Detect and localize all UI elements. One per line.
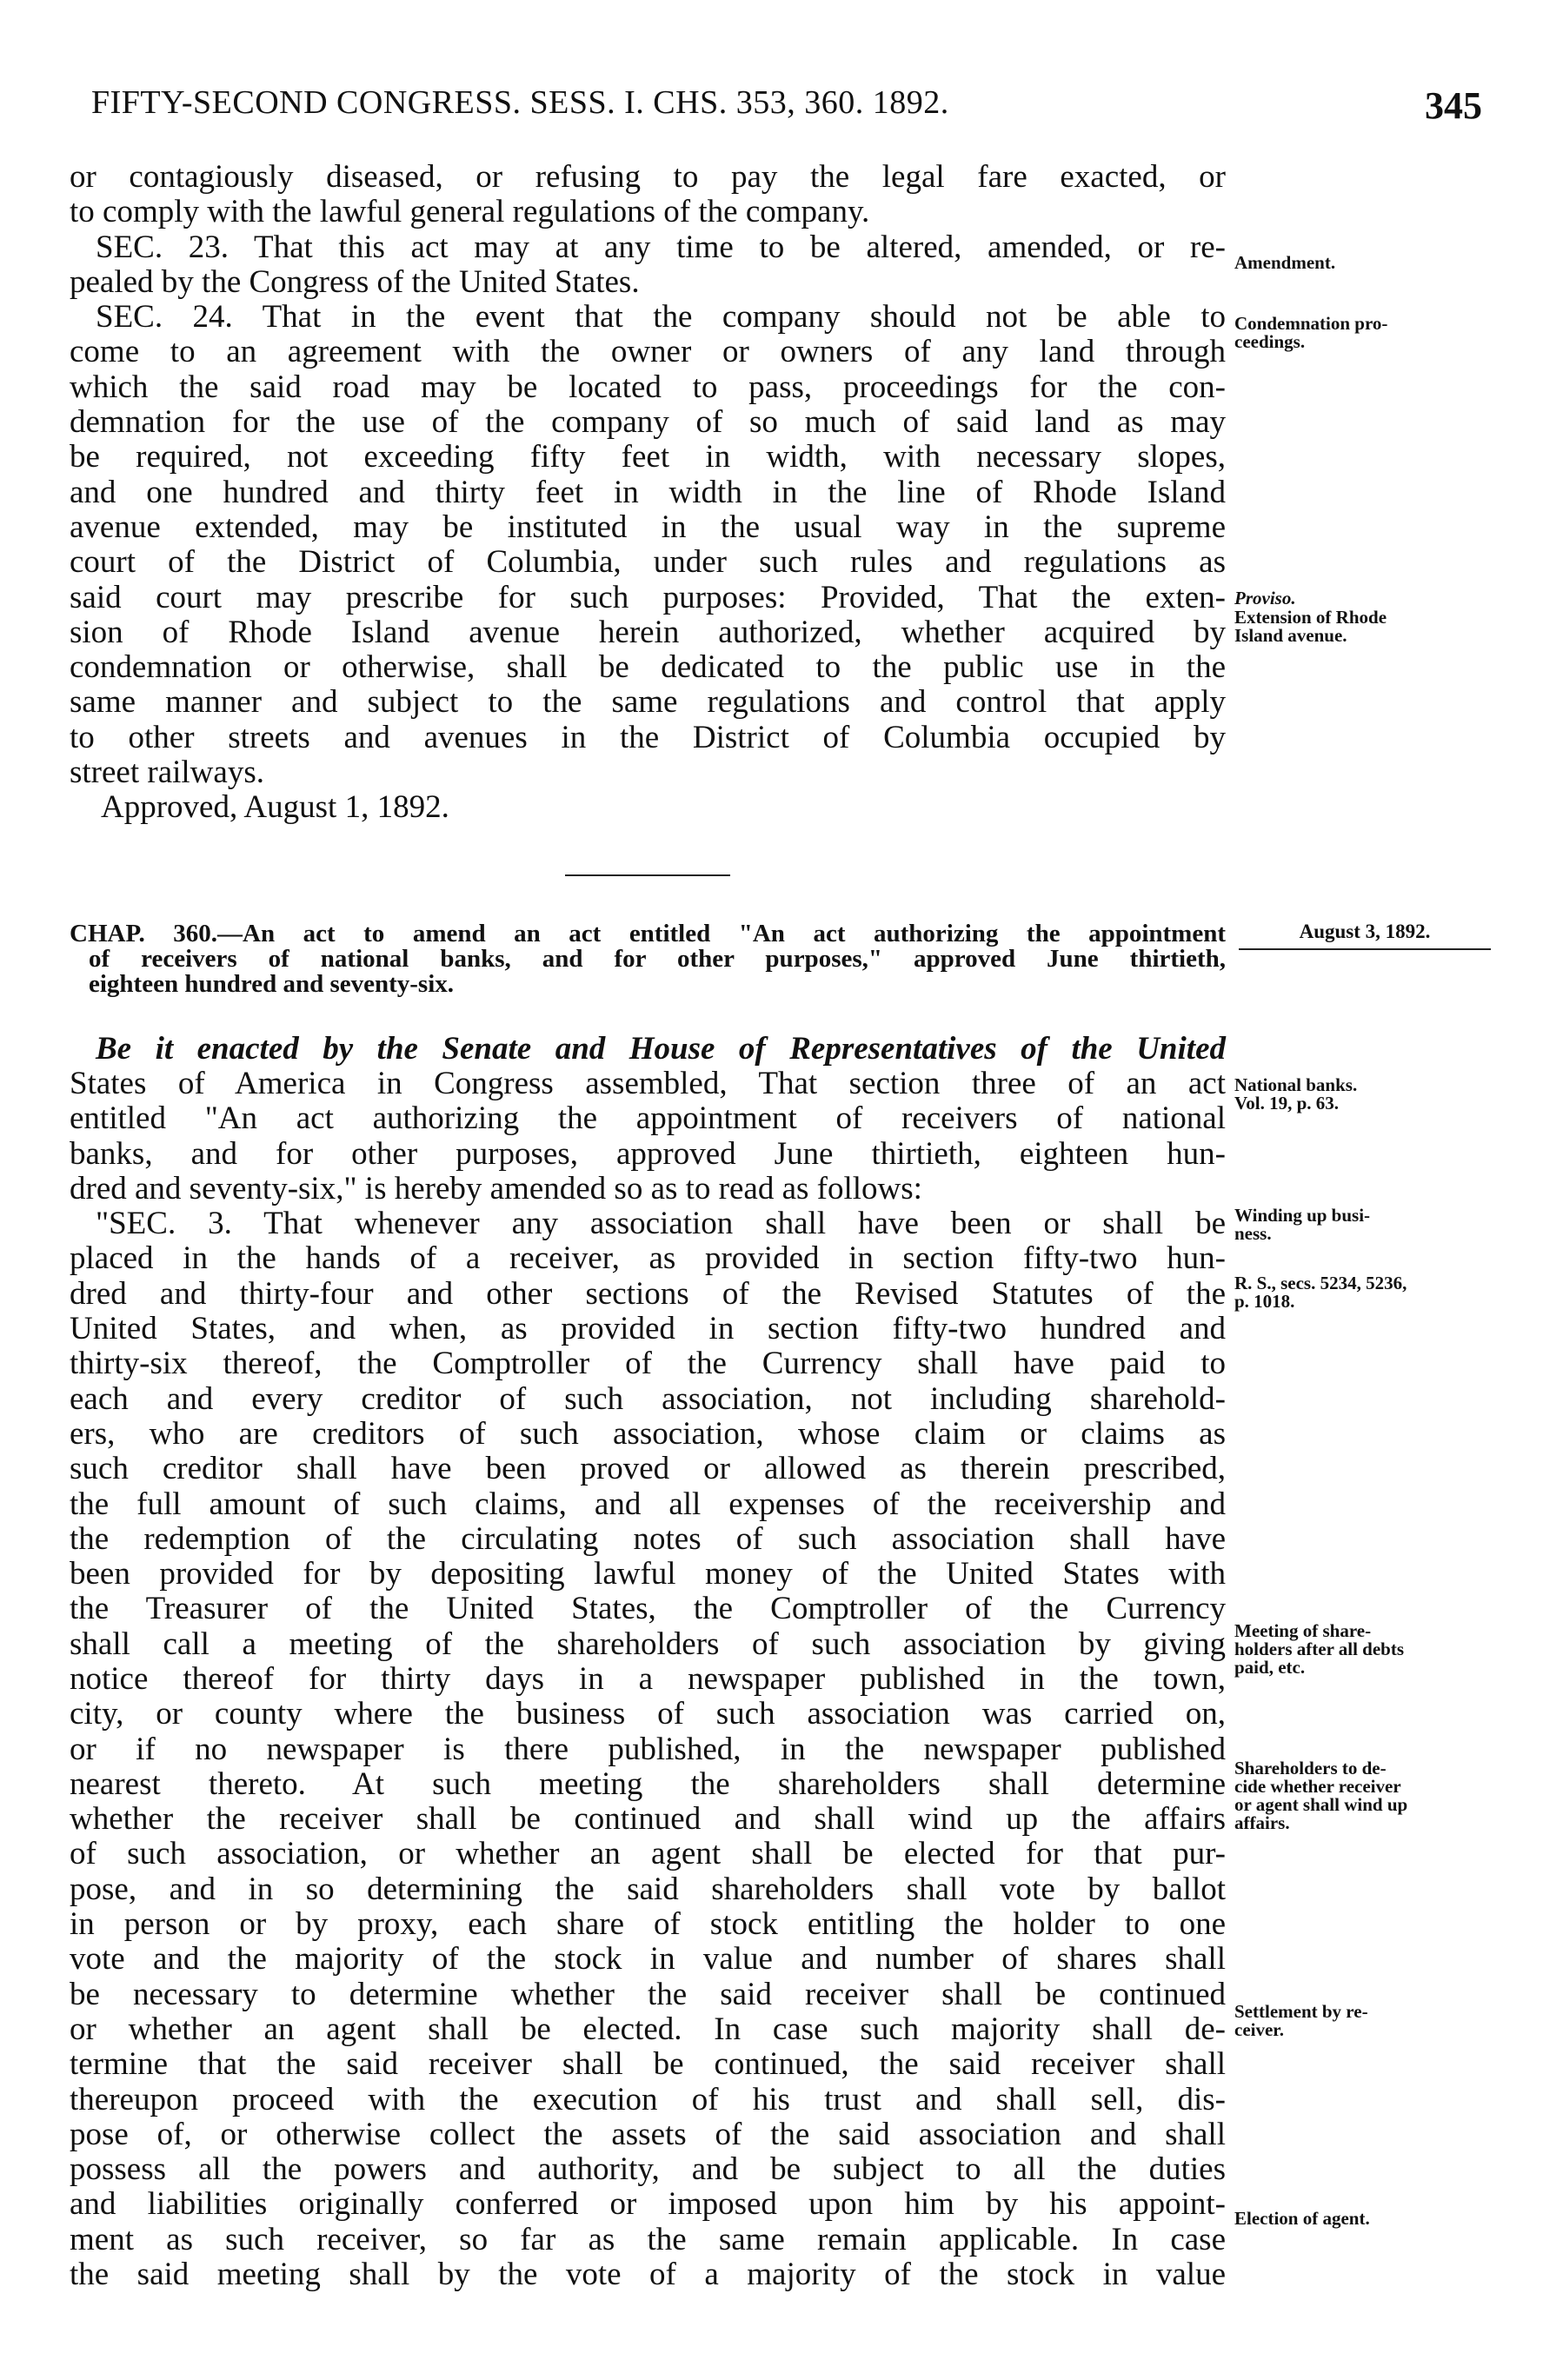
text-line: thirty-six thereof, the Comptroller of the Currency shall have paid to bbox=[70, 1346, 1226, 1382]
text-line: and one hundred and thirty feet in width in the line of Rhode Island bbox=[70, 474, 1226, 510]
text-line: the redemption of the circulating notes of such association shall have bbox=[70, 1520, 1226, 1557]
side-note-amendment: Amendment. bbox=[1234, 252, 1336, 273]
text-line: States of America in Congress assembled, That section three of an act bbox=[70, 1065, 1226, 1101]
side-note-election: Election of agent. bbox=[1234, 2208, 1370, 2229]
text-line: and liabilities originally conferred or imposed upon him by his appoint- bbox=[70, 2186, 1226, 2223]
text-line: whether the receiver shall be continued and shall wind up the affairs bbox=[70, 1801, 1226, 1838]
text-line: nearest thereto. At such meeting the shareholders shall determine bbox=[70, 1765, 1226, 1802]
text-line: termine that the said receiver shall be continued, the said receiver shall bbox=[70, 2046, 1226, 2083]
text-line: demnation for the use of the company of so much of said land as may bbox=[70, 404, 1226, 441]
text-line: condemnation or otherwise, shall be dedicated to the public use in the bbox=[70, 649, 1226, 686]
chapter-heading-line: eighteen hundred and seventy-six. bbox=[89, 969, 455, 998]
side-note-meeting: Meeting of share- holders after all debts paid, etc. bbox=[1234, 1620, 1405, 1678]
running-header bbox=[91, 83, 1482, 136]
text-line: or if no newspaper is there published, in the newspaper published bbox=[70, 1731, 1226, 1767]
text-line: avenue extended, may be instituted in the usual way in the supreme bbox=[70, 509, 1226, 545]
side-note-condemnation: Condemnation pro- ceedings. bbox=[1234, 313, 1388, 352]
text-line: each and every creditor of such association, not including sharehold- bbox=[70, 1380, 1226, 1417]
approved-date: Approved, August 1, 1892. bbox=[101, 789, 449, 826]
text-line: such creditor shall have been proved or allowed as therein prescribed, bbox=[70, 1451, 1226, 1487]
text-line: dred and thirty-four and other sections of the Revised Statutes of the bbox=[70, 1275, 1226, 1312]
text-line: notice thereof for thirty days in a newspaper published in the town, bbox=[70, 1660, 1226, 1697]
text-line: been provided for by depositing lawful money of the United States with bbox=[70, 1556, 1226, 1592]
section-b bbox=[70, 1032, 1226, 2293]
text-line: be necessary to determine whether the said receiver shall be continued bbox=[70, 1976, 1226, 2012]
text-line: to other streets and avenues in the District of Columbia occupied by bbox=[70, 719, 1226, 755]
text-line: banks, and for other purposes, approved June thirtieth, eighteen hun- bbox=[70, 1135, 1226, 1172]
text-line: in person or by proxy, each share of stock entitling the holder to one bbox=[70, 1906, 1226, 1943]
side-note-national-banks: National banks. Vol. 19, p. 63. bbox=[1234, 1074, 1358, 1114]
text-line: dred and seventy-six," is hereby amended so as to read as follows: bbox=[70, 1170, 922, 1207]
page-number: 345 bbox=[1425, 84, 1482, 127]
text-line: thereupon proceed with the execution of his trust and shall sell, dis- bbox=[70, 2081, 1226, 2117]
text-line: sion of Rhode Island avenue herein authorized, whether acquired by bbox=[70, 614, 1226, 650]
page-body bbox=[70, 160, 1226, 2292]
chapter-heading-line: CHAP. 360.—An act to amend an act entitled "An act authorizing the appointment bbox=[70, 919, 1226, 947]
text-line: or whether an agent shall be elected. In case such majority shall de- bbox=[70, 2011, 1226, 2047]
text-line: which the said road may be located to pass, proceedings for the con- bbox=[70, 369, 1226, 405]
text-line: or contagiously diseased, or refusing to pay the legal fare exacted, or bbox=[70, 159, 1226, 195]
text-line: said court may prescribe for such purposes: Provided, That the exten- bbox=[70, 579, 1226, 615]
text-line: possess all the powers and authority, and be subject to all the duties bbox=[70, 2151, 1226, 2188]
side-note-proviso: Proviso. bbox=[1234, 588, 1296, 608]
side-note-winding-up: Winding up busi- ness. bbox=[1234, 1205, 1371, 1244]
side-note-shareholders-decide: Shareholders to de- cide whether receiver or agent shall wind up affairs. bbox=[1234, 1758, 1408, 1833]
text-line: ers, who are creditors of such association, whose claim or claims as bbox=[70, 1415, 1226, 1452]
section-a bbox=[70, 160, 1226, 826]
text-line: come to an agreement with the owner or owners of any land through bbox=[70, 334, 1226, 370]
chapter-date-text: August 3, 1892. bbox=[1299, 921, 1431, 942]
text-line: "SEC. 3. That whenever any association shall have been or shall be bbox=[96, 1206, 1226, 1242]
text-line: placed in the hands of a receiver, as provided in section fifty-two hun- bbox=[70, 1240, 1226, 1277]
text-line: to comply with the lawful general regulations of the company. bbox=[70, 194, 870, 230]
chapter-heading bbox=[70, 921, 1226, 997]
text-line: United States, and when, as provided in section fifty-two hundred and bbox=[70, 1311, 1226, 1347]
text-line: ment as such receiver, so far as the same remain applicable. In case bbox=[70, 2221, 1226, 2257]
text-line: the Treasurer of the United States, the Comptroller of the Currency bbox=[70, 1591, 1226, 1627]
text-line: same manner and subject to the same regulations and control that apply bbox=[70, 684, 1226, 721]
side-note-settlement: Settlement by re- ceiver. bbox=[1234, 2001, 1368, 2040]
chapter-heading-line: of receivers of national banks, and for other purposes," approved June thirtieth, bbox=[89, 944, 1226, 973]
running-head: FIFTY-SECOND CONGRESS. SESS. I. CHS. 353, 360. 1892. bbox=[91, 84, 949, 121]
text-line: the full amount of such claims, and all expenses of the receivership and bbox=[70, 1486, 1226, 1522]
text-line: of such association, or whether an agent shall be elected for that pur- bbox=[70, 1836, 1226, 1872]
text-line: be required, not exceeding fifty feet in width, with necessary slopes, bbox=[70, 439, 1226, 475]
text-line: city, or county where the business of such association was carried on, bbox=[70, 1696, 1226, 1732]
text-line: entitled "An act authorizing the appointment of receivers of national bbox=[70, 1100, 1226, 1137]
text-line: pose of, or otherwise collect the assets of the said association and shall bbox=[70, 2116, 1226, 2152]
chapter-date-rule bbox=[1239, 948, 1491, 950]
chapter-date bbox=[1239, 921, 1491, 950]
text-line: court of the District of Columbia, under such rules and regulations as bbox=[70, 544, 1226, 581]
text-line: the said meeting shall by the vote of a majority of the stock in value bbox=[70, 2257, 1226, 2293]
text-line: SEC. 23. That this act may at any time to be altered, amended, or re- bbox=[96, 229, 1226, 265]
text-line: shall call a meeting of the shareholders of such association by giving bbox=[70, 1625, 1226, 1662]
text-line: SEC. 24. That in the event that the company should not be able to bbox=[96, 299, 1226, 336]
text-line: pealed by the Congress of the United States. bbox=[70, 263, 640, 300]
text-line: street railways. bbox=[70, 755, 264, 791]
side-note-revised-statutes: R. S., secs. 5234, 5236, p. 1018. bbox=[1234, 1273, 1407, 1312]
side-note-extension: Extension of Rhode Island avenue. bbox=[1234, 607, 1387, 646]
text-line: Be it enacted by the Senate and House of Representatives of the United bbox=[96, 1030, 1226, 1067]
text-line: pose, and in so determining the said shareholders shall vote by ballot bbox=[70, 1871, 1226, 1907]
text-line: vote and the majority of the stock in value and number of shares shall bbox=[70, 1941, 1226, 1978]
